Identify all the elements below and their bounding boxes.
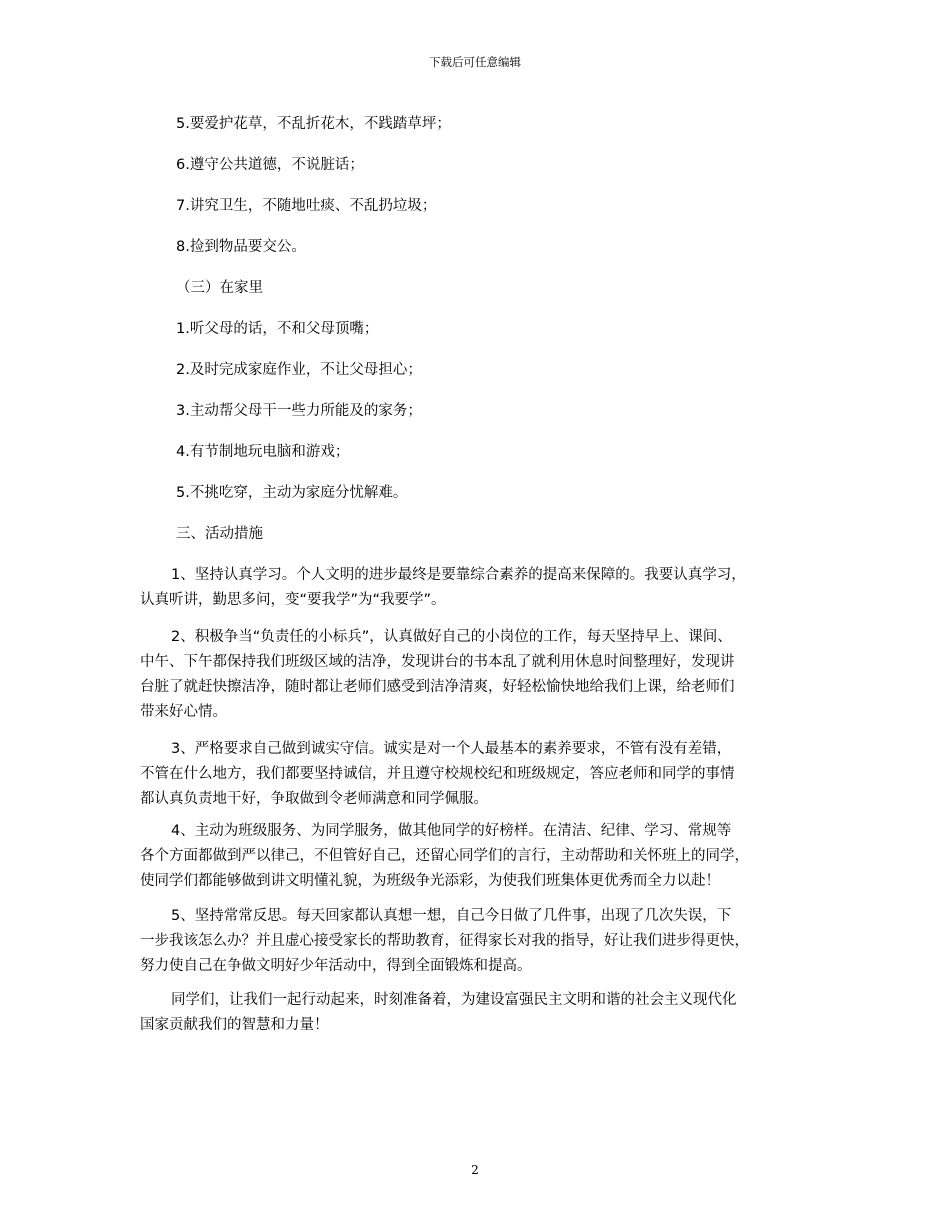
paragraph-line: 3、严格要求自己做到诚实守信。诚实是对一个人最基本的素养要求，不管有没有差错， (171, 741, 732, 757)
list-item: 6.遵守公共道德，不说脏话； (176, 157, 364, 173)
list-item: 7.讲究卫生，不随地吐痰、不乱扔垃圾； (176, 198, 437, 214)
paragraph-line: 不管在什么地方，我们都要坚持诚信，并且遵守校规校纪和班级规定，答应老师和同学的事情 (140, 766, 735, 782)
list-item: 8.捡到物品要交公。 (176, 239, 306, 255)
paragraph (140, 737, 816, 812)
section-heading: （三）在家里 (176, 280, 263, 296)
paragraph (140, 819, 816, 894)
paragraph-line: 努力使自己在争做文明好少年活动中，得到全面锻炼和提高。 (140, 958, 532, 974)
paragraph (140, 904, 816, 979)
paragraph-line: 5、坚持常常反思。每天回家都认真想一想，自己今日做了几件事，出现了几次失误，下 (171, 908, 732, 924)
paragraph-line: 中午、下午都保持我们班级区域的洁净，发现讲台的书本乱了就利用休息时间整理好，发现讲 (140, 654, 735, 670)
paragraph-line: 认真听讲，勤思多问，变“要我学”为“我要学”。 (140, 592, 446, 608)
paragraph (140, 625, 816, 725)
paragraph-line: 2、积极争当“负责任的小标兵”，认真做好自己的小岗位的工作，每天坚持早上、课间、 (171, 629, 732, 645)
paragraph-line: 4、主动为班级服务、为同学服务，做其他同学的好榜样。在清洁、纪律、学习、常规等 (171, 823, 732, 839)
list-item: 5.要爱护花草，不乱折花木，不践踏草坪； (176, 116, 451, 132)
section-heading: 三、活动措施 (176, 526, 263, 542)
paragraph-line: 各个方面都做到严以律己，不但管好自己，还留心同学们的言行，主动帮助和关怀班上的同学， (140, 848, 749, 864)
paragraph-line: 1、坚持认真学习。个人文明的进步最终是要靠综合素养的提高来保障的。我要认真学习， (171, 567, 746, 583)
paragraph-line: 使同学们都能够做到讲文明懂礼貌，为班级争光添彩，为使我们班集体更优秀而全力以赴！ (140, 873, 720, 889)
list-item: 1.听父母的话，不和父母顶嘴； (176, 321, 379, 337)
paragraph-line: 都认真负责地干好，争取做到令老师满意和同学佩服。 (140, 791, 488, 807)
paragraph-line: 同学们，让我们一起行动起来，时刻准备着，为建设富强民主文明和谐的社会主义现代化 (171, 992, 737, 1008)
list-item: 3.主动帮父母干一些力所能及的家务； (176, 403, 422, 419)
paragraph-line: 国家贡献我们的智慧和力量！ (140, 1017, 329, 1033)
paragraph-line: 带来好心情。 (140, 704, 227, 720)
paragraph (140, 563, 816, 613)
paragraph-line: 台脏了就赶快擦洁净，随时都让老师们感受到洁净清爽，好轻松愉快地给我们上课，给老师们 (140, 679, 735, 695)
paragraph-line: 一步我该怎么办？并且虚心接受家长的帮助教育，征得家长对我的指导，好让我们进步得更快， (140, 933, 749, 949)
list-item: 2.及时完成家庭作业，不让父母担心； (176, 362, 422, 378)
list-item: 5.不挑吃穿，主动为家庭分忧解难。 (176, 485, 408, 501)
page-number: 2 (471, 1163, 479, 1177)
page-header: 下载后可任意编辑 (429, 55, 521, 69)
closing-paragraph (140, 988, 816, 1038)
list-item: 4.有节制地玩电脑和游戏； (176, 444, 350, 460)
